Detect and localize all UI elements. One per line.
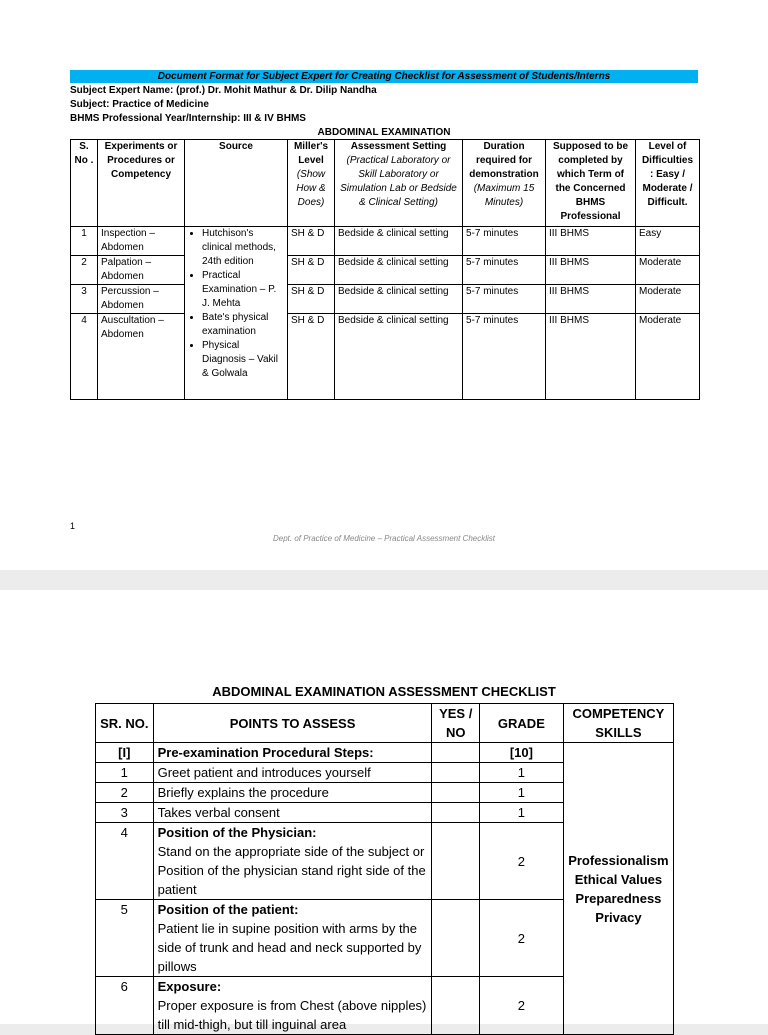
table-row [71, 285, 700, 314]
row-difficulty: Moderate [636, 256, 700, 285]
row-sno: 4 [71, 314, 98, 400]
row-setting: Bedside & clinical setting [335, 285, 463, 314]
subject-expert-name: Subject Expert Name: (prof.) Dr. Mohit Mathur & Dr. Dilip Nandha [70, 85, 377, 96]
row-term: III BHMS [546, 256, 636, 285]
row-yes-no [432, 783, 479, 803]
header-grade: GRADE [479, 704, 563, 743]
table-row [71, 314, 700, 400]
setting-note: (Practical Laboratory or Skill Laboratory or Simulation Lab or Bedside & Clinical Setting) [340, 155, 457, 208]
row-duration: 5-7 minutes [463, 256, 546, 285]
row-yes-no [432, 900, 479, 977]
row-grade: 2 [479, 977, 563, 1035]
skill-item: Preparedness [575, 890, 662, 906]
row-point [153, 900, 432, 977]
row-experiment: Inspection – Abdomen [98, 227, 185, 256]
row-term: III BHMS [546, 314, 636, 400]
row-sno: 1 [71, 227, 98, 256]
row-number: 3 [96, 803, 154, 823]
section-row [96, 743, 674, 763]
row-point-heading: Position of the patient: [157, 902, 299, 917]
page-number: 1 [70, 521, 76, 531]
duration-note: (Maximum 15 Minutes) [473, 183, 535, 208]
header-millers-level [288, 140, 335, 227]
row-miller: SH & D [288, 256, 335, 285]
header-experiments: Experiments or Procedures or Competency [98, 140, 185, 227]
source-item: • Bate's physical examination [202, 311, 284, 339]
row-miller: SH & D [288, 227, 335, 256]
row-duration: 5-7 minutes [463, 314, 546, 400]
checklist-title: ABDOMINAL EXAMINATION ASSESSMENT CHECKLIST [212, 684, 556, 699]
millers-note: (Show How & Does) [296, 169, 326, 208]
row-yes-no [432, 763, 479, 783]
header-source: Source [185, 140, 288, 227]
professional-year: BHMS Professional Year/Internship: III & IV BHMS [70, 113, 306, 124]
row-difficulty: Moderate [636, 285, 700, 314]
row-setting: Bedside & clinical setting [335, 256, 463, 285]
row-setting: Bedside & clinical setting [335, 227, 463, 256]
row-duration: 5-7 minutes [463, 285, 546, 314]
section-grade: [10] [479, 743, 563, 763]
row-grade: 2 [479, 900, 563, 977]
header-sno: S. No . [71, 140, 98, 227]
section-number: [I] [96, 743, 154, 763]
row-difficulty: Moderate [636, 314, 700, 400]
checklist-header-row [96, 704, 674, 743]
header-points: POINTS TO ASSESS [153, 704, 432, 743]
source-item: • Practical Examination – P. J. Mehta [202, 269, 284, 311]
row-point-heading: Position of the Physician: [157, 825, 317, 840]
row-point [153, 823, 432, 900]
row-point-text: Proper exposure is from Chest (above nipples) till mid-thigh, but till inguinal area [157, 998, 427, 1032]
row-experiment: Percussion – Abdomen [98, 285, 185, 314]
row-grade: 1 [479, 803, 563, 823]
skill-item: Privacy [595, 909, 642, 925]
row-number: 4 [96, 823, 154, 900]
section-yes-no [432, 743, 479, 763]
table-title: ABDOMINAL EXAMINATION [317, 127, 451, 138]
row-number: 1 [96, 763, 154, 783]
row-point-text: Stand on the appropriate side of the subject or Position of the physician stand right side of the patient [157, 844, 426, 897]
source-list-cell [185, 227, 288, 400]
duration-label: Duration required for demonstration [469, 141, 539, 180]
row-point-text: Patient lie in supine position with arms by the side of trunk and head and neck supported by pillows [157, 921, 422, 974]
row-point [153, 977, 432, 1035]
row-point: Greet patient and introduces yourself [153, 763, 432, 783]
header-assessment-setting [335, 140, 463, 227]
abdominal-examination-table [70, 139, 700, 400]
row-experiment: Palpation – Abdomen [98, 256, 185, 285]
header-yes-no: YES / NO [432, 704, 479, 743]
table-header-row [71, 140, 700, 227]
table-row [71, 256, 700, 285]
header-duration [463, 140, 546, 227]
page-footer: Dept. of Practice of Medicine – Practical Assessment Checklist [272, 534, 495, 543]
skill-item: Professionalism [568, 852, 669, 868]
row-sno: 3 [71, 285, 98, 314]
row-grade: 1 [479, 783, 563, 803]
table-row [71, 227, 700, 256]
row-grade: 2 [479, 823, 563, 900]
row-yes-no [432, 803, 479, 823]
document-format-banner: Document Format for Subject Expert for Creating Checklist for Assessment of Students/Interns [70, 70, 698, 83]
source-item: • Hutchison's clinical methods, 24th edition [202, 227, 284, 269]
assessment-checklist-table [95, 703, 674, 1035]
row-number: 2 [96, 783, 154, 803]
skill-item: Ethical Values [574, 871, 663, 887]
row-yes-no [432, 823, 479, 900]
row-setting: Bedside & clinical setting [335, 314, 463, 400]
row-term: III BHMS [546, 285, 636, 314]
source-item: • Physical Diagnosis – Vakil & Golwala [202, 339, 284, 381]
row-term: III BHMS [546, 227, 636, 256]
row-duration: 5-7 minutes [463, 227, 546, 256]
setting-label: Assessment Setting [350, 141, 447, 152]
header-sr-no: SR. NO. [96, 704, 154, 743]
competency-skills-cell [563, 743, 673, 1035]
source-list [188, 227, 284, 381]
row-number: 6 [96, 977, 154, 1035]
row-experiment: Auscultation – Abdomen [98, 314, 185, 400]
row-grade: 1 [479, 763, 563, 783]
row-point: Takes verbal consent [153, 803, 432, 823]
section-title: Pre-examination Procedural Steps: [153, 743, 432, 763]
row-number: 5 [96, 900, 154, 977]
header-difficulty: Level of Difficulties : Easy / Moderate / Difficult. [636, 140, 700, 227]
row-point-heading: Exposure: [157, 979, 222, 994]
row-yes-no [432, 977, 479, 1035]
header-term: Supposed to be completed by which Term of the Concerned BHMS Professional [546, 140, 636, 227]
row-miller: SH & D [288, 285, 335, 314]
row-point: Briefly explains the procedure [153, 783, 432, 803]
subject-name: Subject: Practice of Medicine [70, 99, 209, 110]
row-miller: SH & D [288, 314, 335, 400]
millers-label: Miller's Level [293, 141, 329, 166]
header-competency-skills: COMPETENCY SKILLS [563, 704, 673, 743]
row-sno: 2 [71, 256, 98, 285]
row-difficulty: Easy [636, 227, 700, 256]
